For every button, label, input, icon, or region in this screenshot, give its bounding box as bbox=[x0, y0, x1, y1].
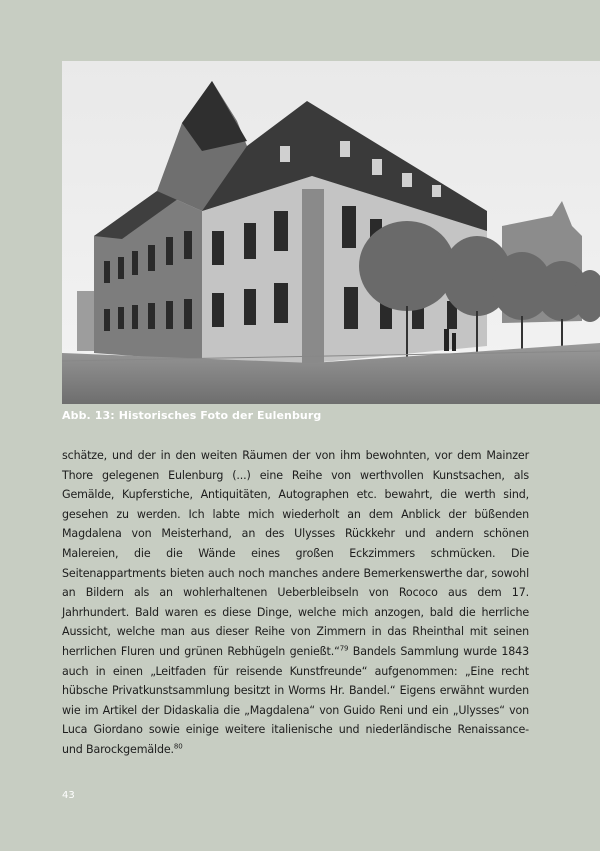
historical-photo-eulenburg bbox=[62, 61, 600, 404]
body-text-part-1: schätze, und der in den weiten Räumen der von ihm bewohnten, vor dem Mainzer Thore gelegenen Eulenburg (...) eine Reihe von werthvollen Kunstsachen, als Gemälde, Kupferstiche, Antiquitäten, Autographen etc. bewahrt, die werth sind, gesehen zu werden. Ich labte mich wiederholt an dem Anblick der büßenden Magdalena von Meisterhand, an des Ulysses Rückkehr und andern schönen Malereien, die die Wände eines großen Eckzimmers schmücken. Die Seitenappartments bieten auch noch manches andere Bemerkenswerthe dar, sowohl an Bildern als an wohlerhaltenen Ueberbleibseln von Rococo aus dem 17. Jahrhundert. Bald waren es diese Dinge, welche mich anzogen, bald die herrliche Aussicht, welche man aus dieser Reihe von Zimmern in das Rheinthal mit seinen herrlichen Fluren und grünen Rebhügeln genießt.“ bbox=[62, 449, 529, 658]
body-text-part-2: Bandels Sammlung wurde 1843 auch in einen „Leitfaden für reisende Kunstfreunde“ aufgenommen: „Eine recht hübsche Privatkunstsammlung besitzt in Worms Hr. Bandel.“ Eigens erwähnt wurden wie im Artikel der Didaskalia die „Magdalena“ von Guido Reni und ein „Ulysses“ von Luca Giordano sowie einige weitere italienische und niederländische Renaissance- und Barockgemälde. bbox=[62, 644, 529, 756]
footnote-ref-79[interactable]: 79 bbox=[339, 644, 349, 653]
figure-caption: Abb. 13: Historisches Foto der Eulenburg bbox=[62, 409, 322, 422]
body-paragraph bbox=[62, 446, 529, 760]
page-number: 43 bbox=[62, 790, 75, 801]
footnote-ref-80[interactable]: 80 bbox=[173, 742, 183, 751]
